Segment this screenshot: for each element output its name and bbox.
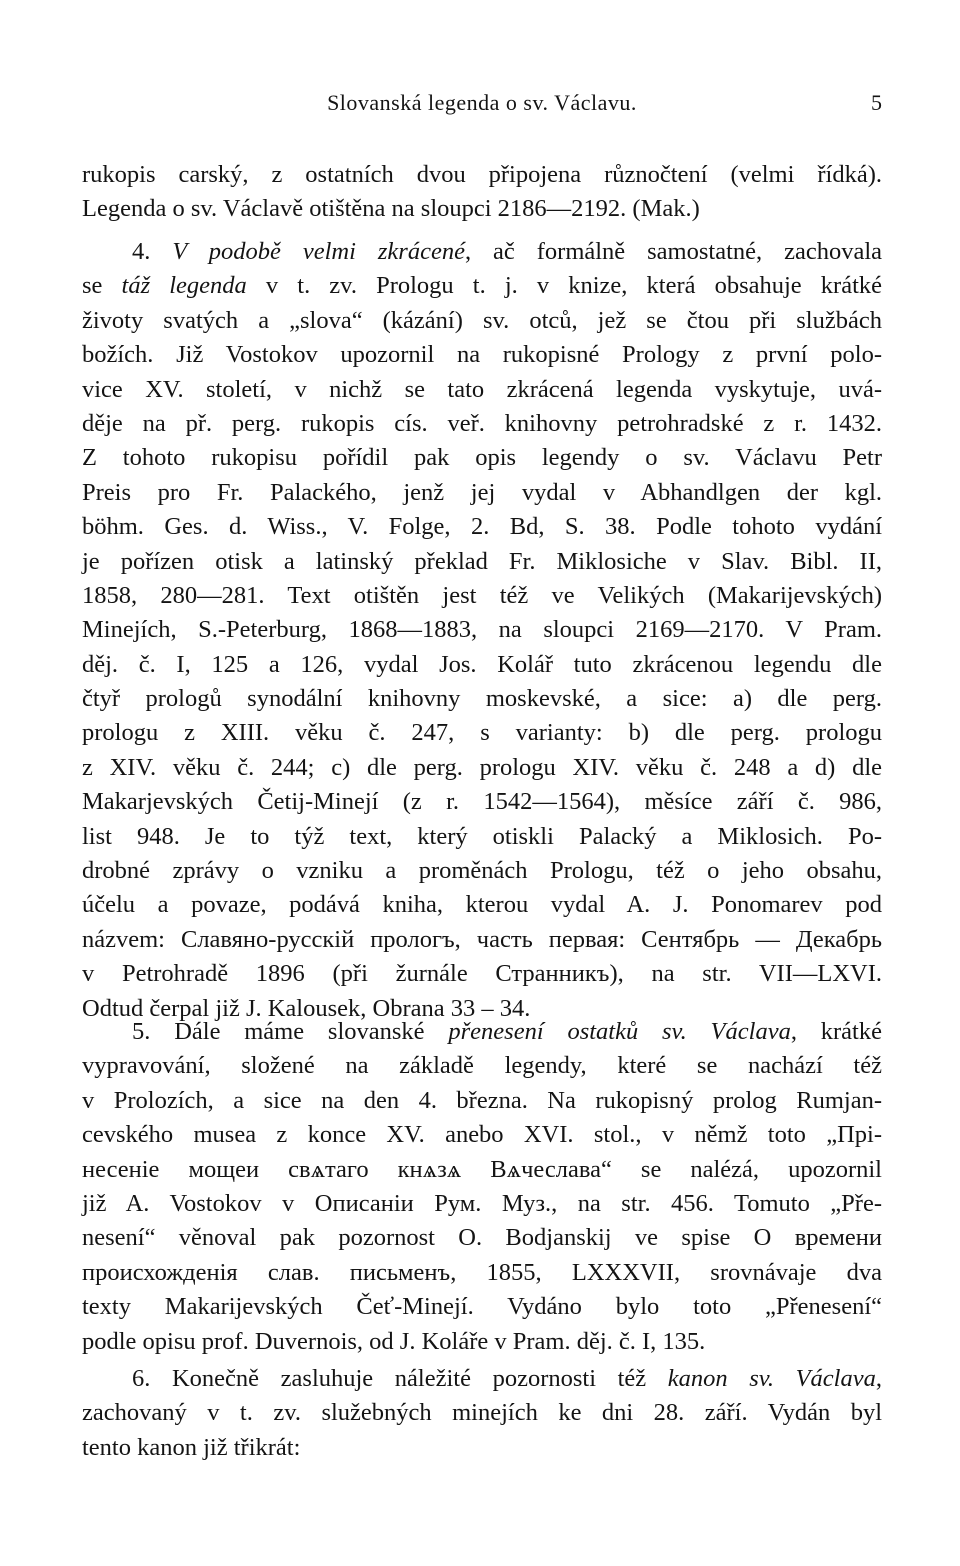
text-line: несеніе мощеи свѧтаго кнѧзѧ Вѧчеслава“ se nalézá, upozornil: [82, 1155, 882, 1183]
text-line: böhm. Ges. d. Wiss., V. Folge, 2. Bd, S. 38. Podle tohoto vydání: [82, 513, 882, 541]
text-line: cevského musea z konce XV. anebo XVI. stol., v němž toto „Прі-: [82, 1121, 882, 1149]
text-line: je pořízen otisk a latinský překlad Fr. Miklosiche v Slav. Bibl. II,: [82, 547, 882, 575]
text-line: již A. Vostokov v Описаніи Рум. Муз., na str. 456. Tomuto „Pře-: [82, 1189, 882, 1217]
text-line: tento kanon již třikrát:: [82, 1433, 301, 1461]
text-line: Odtud čerpal již J. Kalousek, Obrana 33 – 34.: [82, 994, 531, 1022]
text-line: děj. č. I, 125 a 126, vydal Jos. Kolář tuto zkrácenou legendu dle: [82, 650, 882, 678]
book-page: [82, 0, 882, 1566]
text-line: podle opisu prof. Duvernois, od J. Koláře v Pram. děj. č. I, 135.: [82, 1327, 706, 1355]
text-line: texty Makarijevských Čeť-Minejí. Vydáno bylo toto „Přenesení“: [82, 1293, 882, 1321]
text-line: Makarjevských Četij-Minejí (z r. 1542—1564), měsíce září č. 986,: [82, 788, 882, 816]
text-line: účelu a povaze, podává kniha, kterou vydal A. J. Ponomarev pod: [82, 891, 882, 919]
text-line: 4. V podobě velmi zkrácené, ač formálně samostatné, zachovala: [132, 238, 882, 265]
text-line: Z tohoto rukopisu pořídil pak opis legendy o sv. Václavu Petr: [82, 444, 882, 472]
text-line: 6. Konečně zasluhuje náležité pozornosti též kanon sv. Václava,: [132, 1365, 882, 1392]
paragraph-item-6: [82, 1362, 882, 1465]
text-line: 1858, 280—281. Text otištěn jest též ve Velikých (Makarijevských): [82, 581, 882, 609]
text-line: Legenda o sv. Václavě otištěna na sloupci 2186—2192. (Mak.): [82, 195, 700, 223]
text-line: prologu z XIII. věku č. 247, s varianty: b) dle perg. prologu: [82, 719, 882, 747]
text-line: božích. Již Vostokov upozornil na rukopisné Prology z první polo-: [82, 341, 882, 369]
running-title: Slovanská legenda o sv. Václavu.: [327, 90, 637, 115]
text-line: v Petrohradě 1896 (při žurnále Странникъ), na str. VII—LXVI.: [82, 960, 882, 988]
text-line: Preis pro Fr. Palackého, jenž jej vydal v Abhandlgen der kgl.: [82, 478, 882, 506]
text-line: происхожденія слав. письменъ, 1855, LXXXVII, srovnávaje dva: [82, 1258, 882, 1286]
text-line: z XIV. věku č. 244; c) dle perg. prologu XIV. věku č. 248 a d) dle: [82, 753, 882, 781]
text-line: list 948. Je to týž text, který otiskli Palacký a Miklosich. Po-: [82, 822, 882, 850]
text-line: vice XV. století, v nichž se tato zkrácená legenda vyskytuje, uvá-: [82, 375, 882, 403]
text-line: nesení“ věnoval pak pozornost O. Bodjanskij ve spise О времени: [82, 1224, 882, 1252]
paragraph-item-4: [82, 235, 882, 1026]
text-line: děje na př. perg. rukopis cís. veř. knihovny petrohradské z r. 1432.: [82, 409, 882, 437]
text-line: vypravování, složené na základě legendy, které se nachází též: [82, 1052, 882, 1080]
paragraph-continuation: [82, 158, 882, 227]
text-line: Minejích, S.-Peterburg, 1868—1883, na sloupci 2169—2170. V Pram.: [82, 616, 882, 644]
text-line: čtyř prologů synodální knihovny moskevské, a sice: a) dle perg.: [82, 685, 882, 713]
text-line: názvem: Славяно-русскій прологъ, часть первая: Сентябрь — Декабрь: [82, 925, 882, 953]
text-line: zachovaný v t. zv. služebných minejích ke dni 28. září. Vydán byl: [82, 1399, 882, 1427]
text-line: v Prolozích, a sice na den 4. března. Na rukopisný prolog Rumjan-: [82, 1086, 882, 1114]
page-number: 5: [871, 90, 882, 115]
page-header: [82, 90, 882, 120]
paragraph-item-5: [82, 1015, 882, 1359]
text-line: drobné zprávy o vzniku a proměnách Prologu, též o jeho obsahu,: [82, 857, 882, 885]
text-line: se táž legenda v t. zv. Prologu t. j. v knize, která obsahuje krátké: [82, 272, 882, 300]
text-line: životy svatých a „slova“ (kázání) sv. otců, jež se čtou při službách: [82, 306, 882, 334]
text-line: rukopis carský, z ostatních dvou připojena různočtení (velmi řídká).: [82, 161, 882, 188]
text-line: 5. Dále máme slovanské přenesení ostatků sv. Václava, krátké: [132, 1018, 882, 1045]
